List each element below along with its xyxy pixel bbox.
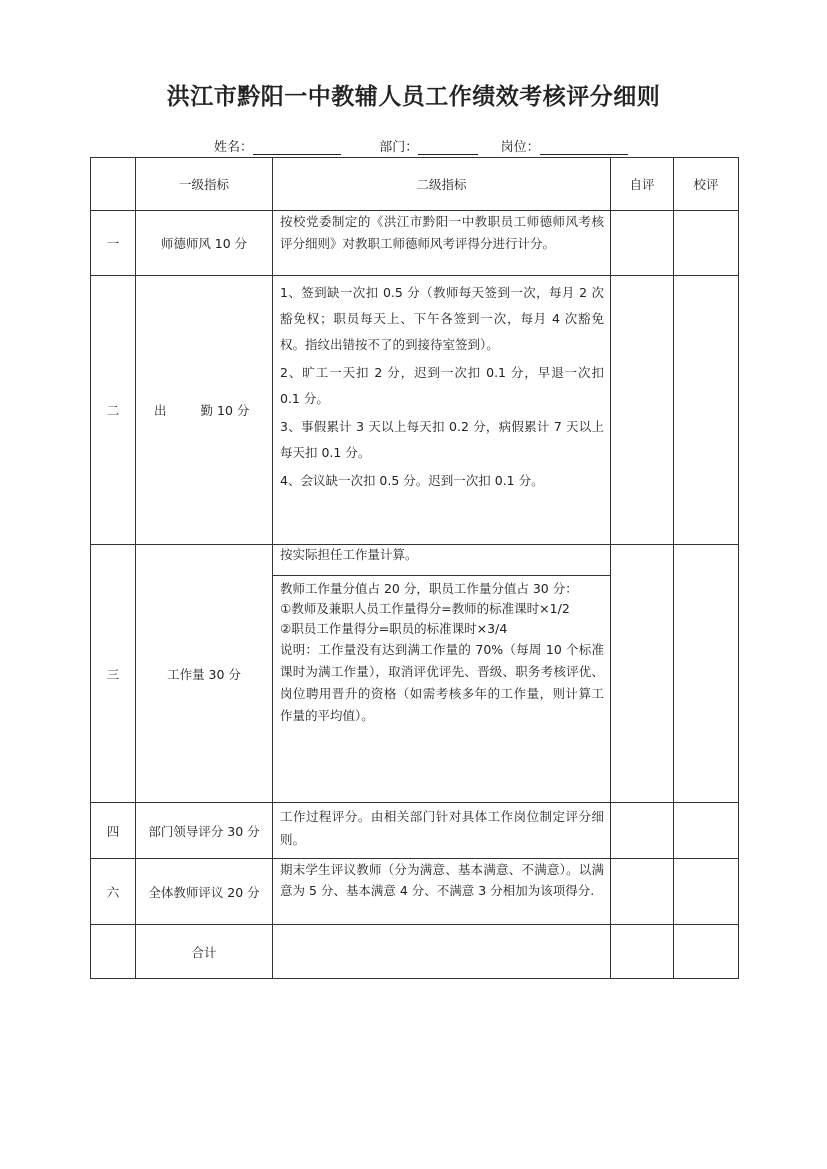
school-eval-cell[interactable] (674, 803, 739, 859)
name-label: 姓名： (214, 140, 254, 155)
row-level1: 工作量 30 分 (136, 545, 273, 803)
score-table (90, 157, 739, 979)
row-level1: 出 勤 10 分 (136, 276, 273, 545)
self-eval-cell[interactable] (611, 859, 674, 925)
school-eval-cell[interactable] (674, 211, 739, 276)
row-level1: 全体教师评议 20 分 (136, 859, 273, 925)
total-row (91, 925, 739, 979)
post-label: 岗位： (500, 140, 540, 155)
table-header-row (91, 158, 739, 211)
table-row (91, 803, 739, 859)
header-self-eval: 自评 (611, 158, 674, 211)
row-level2: 工作过程评分。由相关部门针对具体工作岗位制定评分细则。 (273, 803, 611, 859)
self-eval-cell[interactable] (611, 211, 674, 276)
row-level1: 部门领导评分 30 分 (136, 803, 273, 859)
row-num: 六 (91, 859, 136, 925)
self-eval-cell[interactable] (611, 276, 674, 545)
header-level2: 二级指标 (273, 158, 611, 211)
name-field[interactable] (253, 140, 341, 155)
row-num: 二 (91, 276, 136, 545)
school-eval-cell[interactable] (674, 859, 739, 925)
table-row (91, 276, 739, 545)
info-fields (214, 136, 628, 155)
row-level2: 按实际担任工作量计算。 教师工作量分值占 20 分，职员工作量分值占 30 分： ①教师及兼职人员工作量得分=教师的标准课时×1/2 ②职员工作量得分=职员的标准课时×3/4 说明：工作量没有达到满工作量的 70%（每周 10 个标准课时为满工作量），取消评优评先、晋级、职务考核评优、岗位聘用晋升的资格（如需考核多年的工作量，则计算工作量的平均值）。 (273, 545, 611, 803)
row-level2: 1、签到缺一次扣 0.5 分（教师每天签到一次，每月 2 次豁免权；职员每天上、下午各签到一次，每月 4 次豁免权。指纹出错按不了的到接待室签到）。 2、旷工一天扣 2 分，迟到一次扣 0.1 分，早退一次扣 0.1 分。 3、事假累计 3 天以上每天扣 0.2 分，病假累计 7 天以上每天扣 0.1 分。 4、会议缺一次扣 0.5 分。迟到一次扣 0.1 分。 (273, 276, 611, 545)
dept-field[interactable] (418, 140, 478, 155)
page-title: 洪江市黔阳一中教辅人员工作绩效考核评分细则 (166, 84, 661, 110)
header-num (91, 158, 136, 211)
self-eval-cell[interactable] (611, 803, 674, 859)
school-eval-cell[interactable] (674, 276, 739, 545)
total-value-cell[interactable] (273, 925, 611, 979)
post-field[interactable] (540, 140, 628, 155)
table-row (91, 545, 739, 803)
row-num: 一 (91, 211, 136, 276)
table-row (91, 211, 739, 276)
header-school-eval: 校评 (674, 158, 739, 211)
row-level2: 按校党委制定的《洪江市黔阳一中教职员工师德师风考核评分细则》对教职工师德师风考评得分进行计分。 (273, 211, 611, 276)
row-level2: 期末学生评议教师（分为满意、基本满意、不满意）。以满意为 5 分、基本满意 4 分、不满意 3 分相加为该项得分. (273, 859, 611, 925)
school-eval-cell[interactable] (674, 925, 739, 979)
row-num (91, 925, 136, 979)
self-eval-cell[interactable] (611, 925, 674, 979)
total-label: 合计 (136, 925, 273, 979)
row-num: 四 (91, 803, 136, 859)
school-eval-cell[interactable] (674, 545, 739, 803)
table-row (91, 859, 739, 925)
row-level1: 师德师风 10 分 (136, 211, 273, 276)
self-eval-cell[interactable] (611, 545, 674, 803)
row-num: 三 (91, 545, 136, 803)
dept-label: 部门： (379, 140, 419, 155)
header-level1: 一级指标 (136, 158, 273, 211)
